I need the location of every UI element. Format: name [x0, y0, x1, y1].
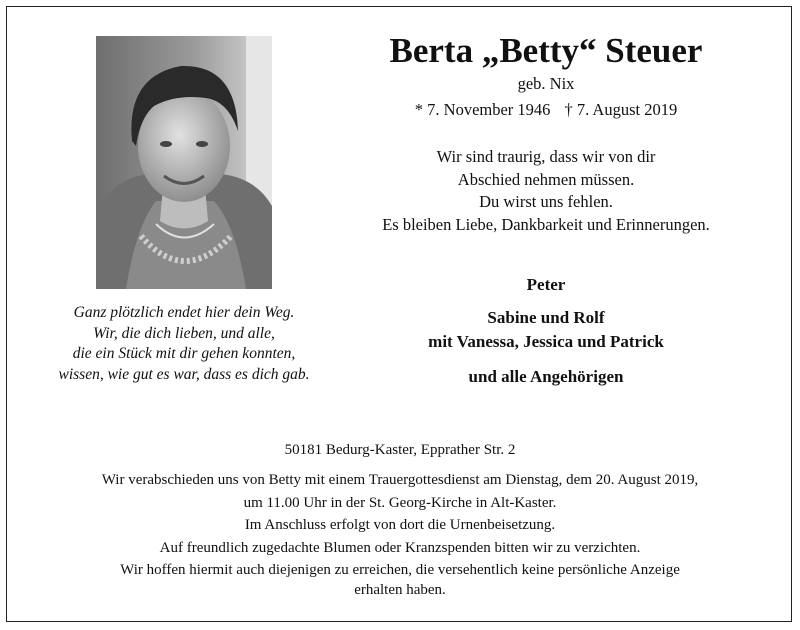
poem-line: die ein Stück mit dir gehen konnten,	[72, 345, 296, 362]
farewell-line: Abschied nehmen müssen.	[457, 169, 635, 189]
maiden-name: geb. Nix	[517, 74, 575, 93]
mourner-name: Peter	[526, 275, 566, 294]
deceased-name: Berta „Betty“ Steuer	[389, 31, 703, 70]
mourner-name: mit Vanessa, Jessica und Patrick	[428, 332, 664, 351]
address: 50181 Bedurg-Kaster, Epprather Str. 2	[284, 442, 516, 458]
farewell-text	[336, 146, 756, 236]
service-line: um 11.00 Uhr in der St. Georg-Kirche in Alt-Kaster.	[243, 495, 557, 511]
poem	[36, 303, 332, 385]
death-date: † 7. August 2019	[564, 100, 678, 119]
service-line: Wir verabschieden uns von Betty mit einem Trauergottesdienst am Dienstag, dem 20. August 2019,	[101, 472, 699, 488]
service-line: Im Anschluss erfolgt von dort die Urnenbeisetzung.	[244, 517, 556, 533]
poem-line: wissen, wie gut es war, dass es dich gab.	[58, 365, 310, 383]
life-dates	[336, 100, 756, 120]
farewell-line: Es bleiben Liebe, Dankbarkeit und Erinnerungen.	[382, 214, 710, 234]
farewell-line: Du wirst uns fehlen.	[479, 192, 613, 211]
service-line: Auf freundlich zugedachte Blumen oder Kranzspenden bitten wir zu verzichten.	[159, 540, 641, 556]
service-line: Wir hoffen hiermit auch diejenigen zu erreichen, die versehentlich keine persönliche Anzeige	[120, 562, 680, 578]
service-line: erhalten haben.	[354, 582, 446, 598]
mourner-name: und alle Angehörigen	[468, 367, 624, 386]
farewell-line: Wir sind traurig, dass wir von dir	[436, 147, 656, 166]
mourner-name: Sabine und Rolf	[487, 308, 605, 327]
poem-line: Ganz plötzlich endet hier dein Weg.	[73, 304, 295, 321]
poem-line: Wir, die dich lieben, und alle,	[93, 324, 275, 342]
portrait-photo-icon	[96, 36, 272, 289]
birth-date: * 7. November 1946	[414, 100, 551, 119]
